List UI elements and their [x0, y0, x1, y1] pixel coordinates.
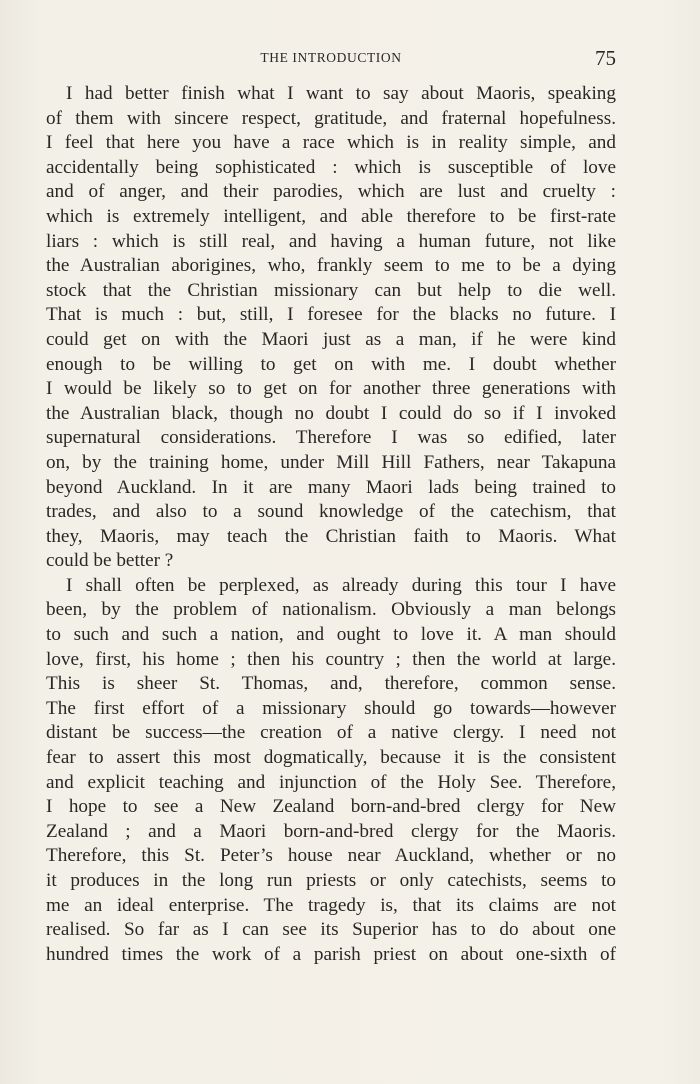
text-line: That is much : but, still, I foresee for the blacks no future. I	[46, 304, 616, 326]
text-line: they, Maoris, may teach the Christian faith to Maoris. What	[46, 525, 616, 547]
running-head-title: THE INTRODUCTION	[260, 50, 402, 65]
text-line: I had better finish what I want to say about Maoris, speaking	[66, 83, 616, 104]
page-number: 75	[595, 46, 616, 70]
text-line: which is extremely intelligent, and able therefore to be first-rate	[46, 205, 616, 227]
text-line: hundred times the work of a parish priest on about one-sixth of	[46, 943, 616, 965]
text-line: the Australian aborigines, who, frankly seem to me to be a dying	[46, 255, 616, 277]
text-line: me an ideal enterprise. The tragedy is, that its claims are not	[46, 894, 616, 916]
text-line: The first effort of a missionary should go towards—however	[46, 697, 616, 719]
text-line: I hope to see a New Zealand born-and-bred clergy for New	[46, 796, 616, 818]
text-line: the Australian black, though no doubt I could do so if I invoked	[46, 402, 616, 424]
text-line: trades, and also to a sound knowledge of the catechism, that	[46, 501, 616, 523]
text-line: I shall often be perplexed, as already during this tour I have	[66, 574, 616, 596]
text-line: accidentally being sophisticated : which is susceptible of love	[46, 156, 616, 178]
text-line: of them with sincere respect, gratitude, and fraternal hopefulness.	[46, 107, 616, 129]
text-line: on, by the training home, under Mill Hill Fathers, near Takapuna	[46, 451, 616, 473]
text-line: could get on with the Maori just as a man, if he were kind	[46, 328, 616, 350]
text-line: distant be success—the creation of a native clergy. I need not	[46, 722, 616, 744]
text-line: and of anger, and their parodies, which are lust and cruelty :	[46, 181, 616, 203]
text-line: supernatural considerations. Therefore I was so edified, later	[46, 427, 616, 449]
text-line: Zealand ; and a Maori born-and-bred clergy for the Maoris.	[46, 820, 616, 842]
text-line: and explicit teaching and injunction of the Holy See. Therefore,	[46, 771, 616, 793]
text-line: I would be likely so to get on for another three generations with	[46, 378, 616, 400]
text-line: Therefore, this St. Peter’s house near Auckland, whether or no	[46, 845, 616, 867]
text-line: enough to be willing to get on with me. I doubt whether	[46, 353, 616, 375]
text-line: it produces in the long run priests or only catechists, seems to	[46, 870, 616, 891]
running-head	[46, 48, 616, 72]
text-line: beyond Auckland. In it are many Maori lads being trained to	[46, 476, 616, 498]
text-line: love, first, his home ; then his country ; then the world at large.	[46, 648, 616, 670]
text-line: I feel that here you have a race which is in reality simple, and	[46, 132, 616, 154]
text-line: could be better ?	[46, 550, 174, 572]
text-line: liars : which is still real, and having a human future, not like	[46, 230, 616, 252]
text-line: fear to assert this most dogmatically, because it is the consistent	[46, 747, 616, 769]
text-line: stock that the Christian missionary can but help to die well.	[46, 279, 616, 301]
text-line: This is sheer St. Thomas, and, therefore, common sense.	[46, 673, 616, 695]
text-line: been, by the problem of nationalism. Obviously a man belongs	[46, 599, 616, 621]
text-line: realised. So far as I can see its Superior has to do about one	[46, 919, 616, 941]
body-text	[46, 82, 616, 967]
text-line: to such and such a nation, and ought to love it. A man should	[46, 624, 616, 646]
